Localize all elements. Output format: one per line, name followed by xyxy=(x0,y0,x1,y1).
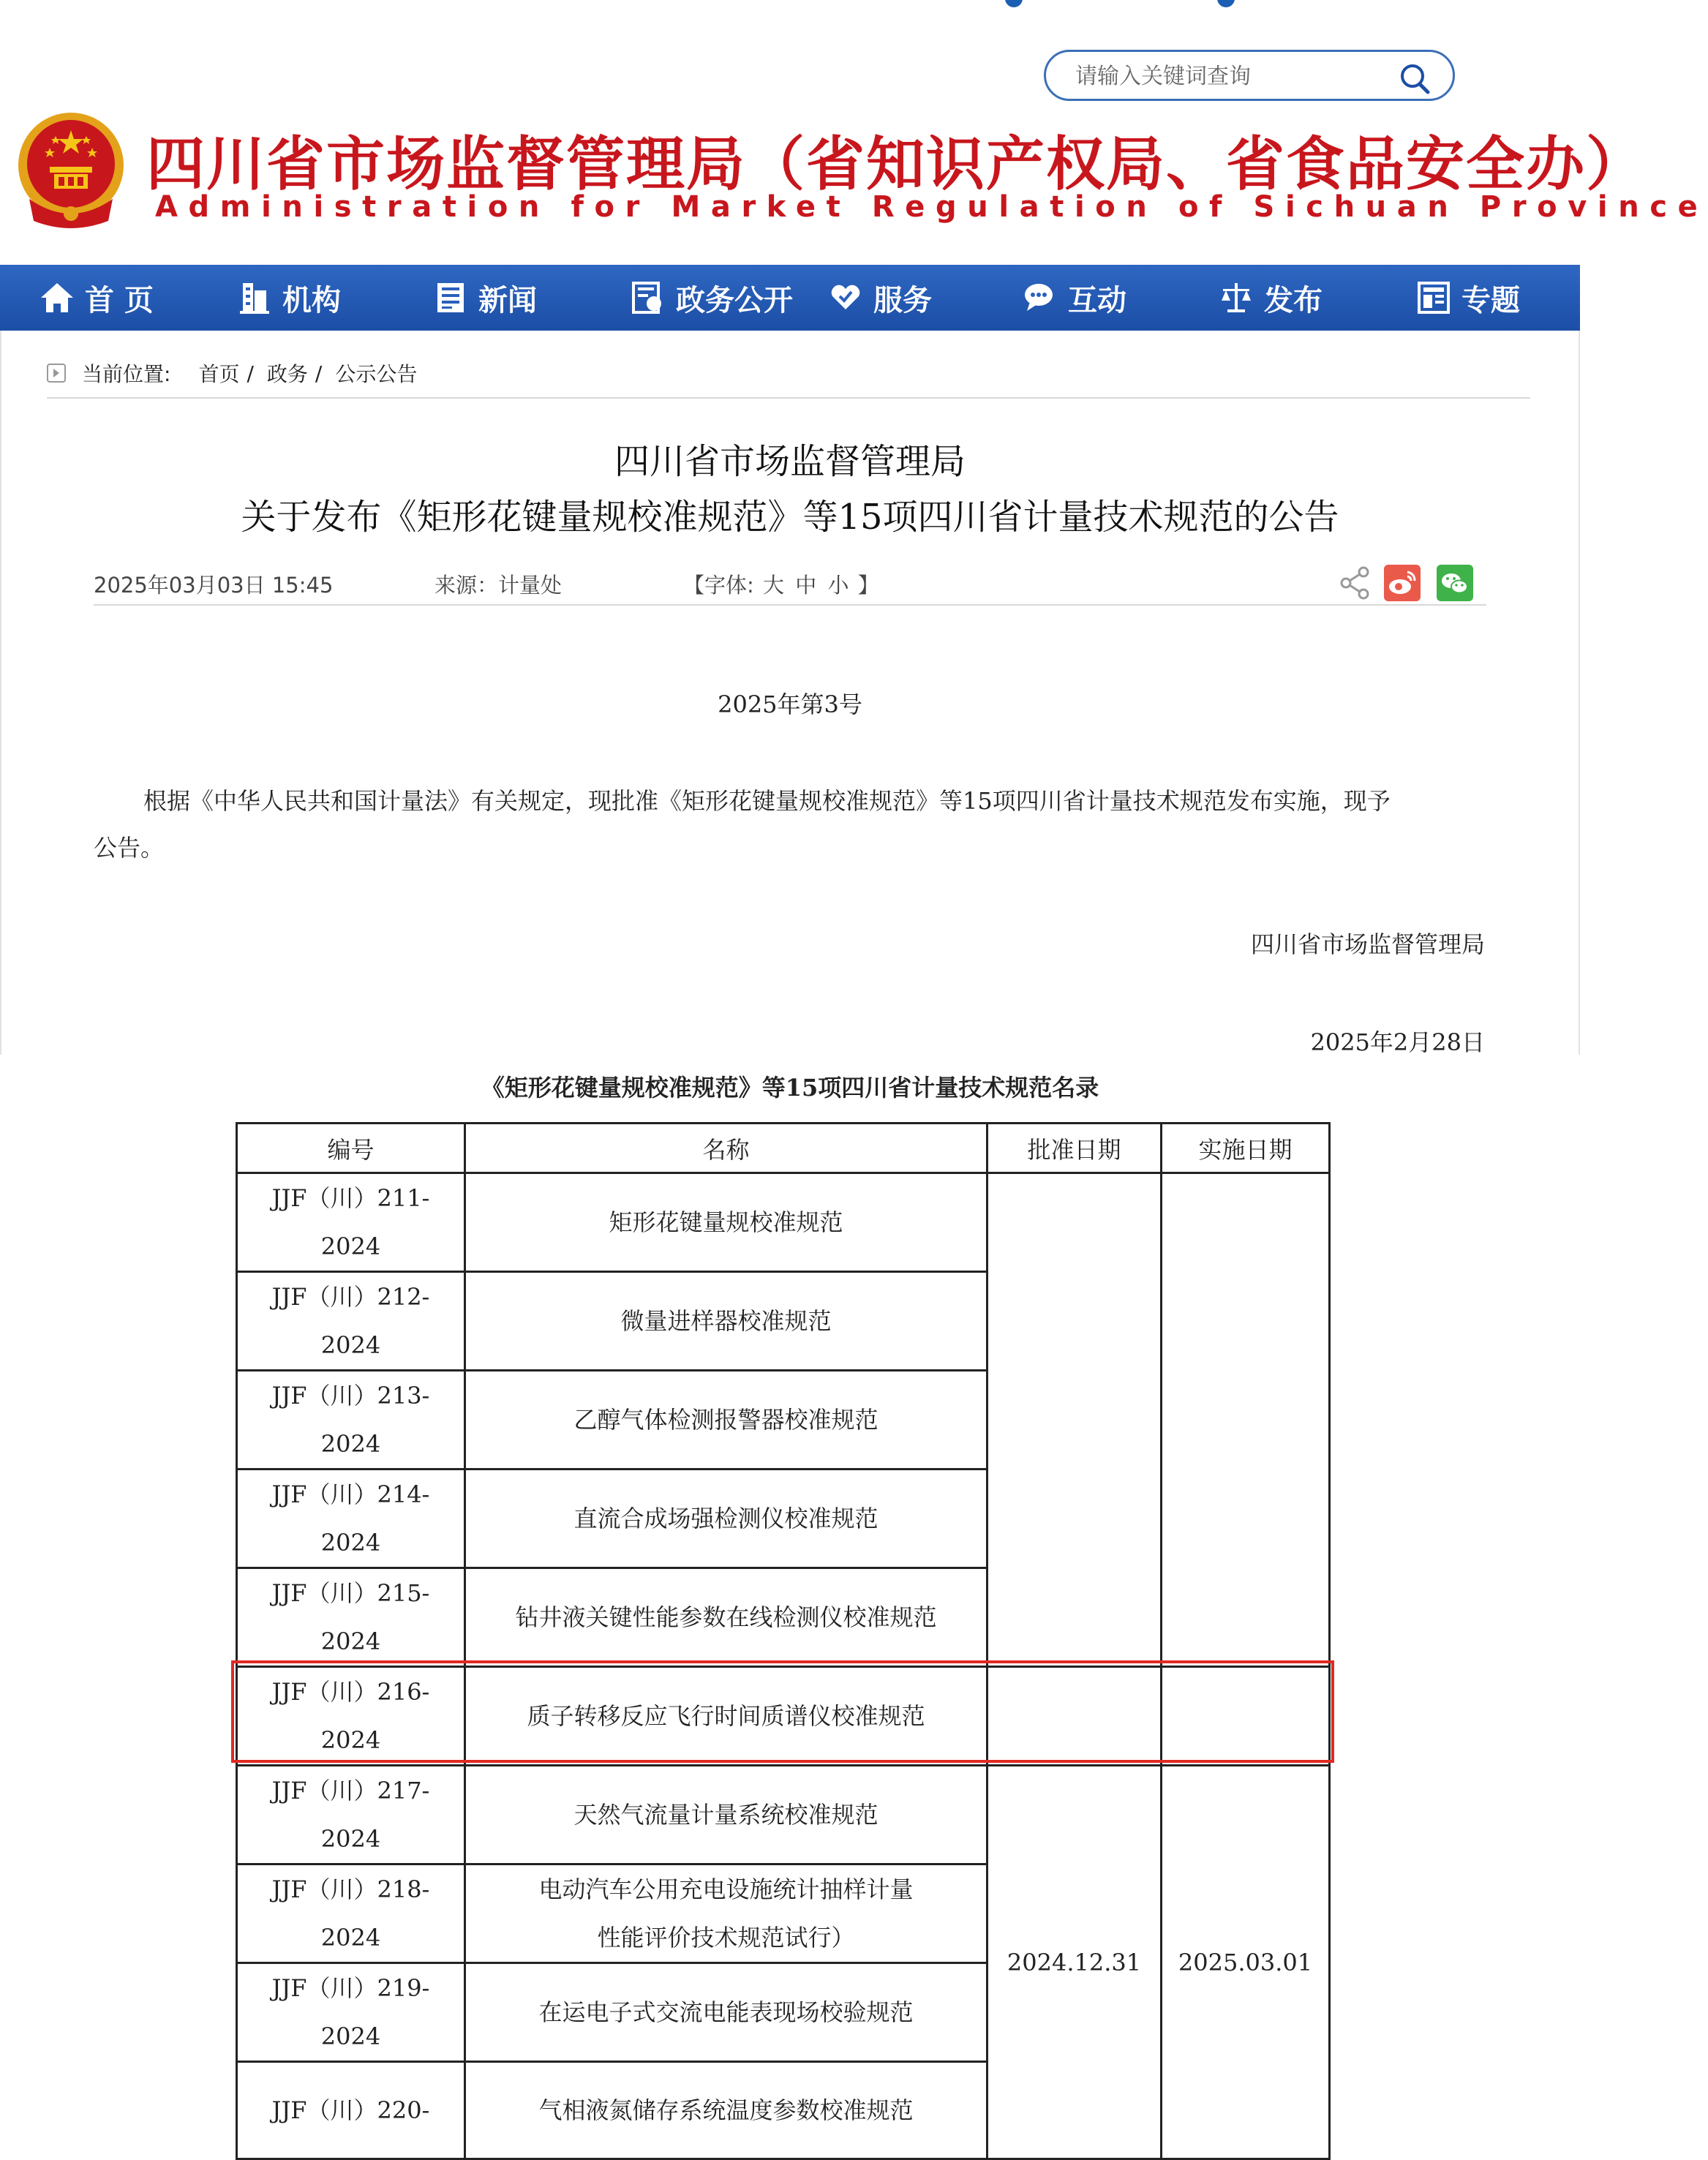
search-input[interactable] xyxy=(1075,61,1390,91)
font-size-control xyxy=(683,569,879,599)
home-icon xyxy=(39,280,75,315)
nav-label: 新闻 xyxy=(478,283,537,317)
breadcrumb-separator: / xyxy=(247,361,254,385)
spec-name: 钻井液关键性能参数在线检测仪校准规范 xyxy=(465,1568,987,1667)
nav-label: 机构 xyxy=(282,283,341,317)
article-body-line2: 公告。 xyxy=(94,834,165,862)
spec-name: 气相液氮储存系统温度参数校准规范 xyxy=(465,2062,987,2159)
topic-icon xyxy=(1416,280,1451,315)
effective-date: 2025.03.01 xyxy=(1162,1766,1330,2159)
nav-item-topic[interactable] xyxy=(1416,265,1520,331)
breadcrumb-separator: / xyxy=(315,361,323,385)
spec-name: 天然气流量计量系统校准规范 xyxy=(465,1766,987,1864)
spec-name: 直流合成场强检测仪校准规范 xyxy=(465,1470,987,1568)
spec-list-title: 《矩形花键量规校准规范》等15项四川省计量技术规范名录 xyxy=(481,1074,1099,1102)
share-icon[interactable] xyxy=(1340,566,1369,600)
divider xyxy=(47,397,1530,399)
nav-label: 服务 xyxy=(873,283,932,317)
table-row xyxy=(237,1173,1330,1272)
breadcrumb-home-link[interactable]: 首页 xyxy=(198,362,240,386)
font-small-link[interactable]: 小 xyxy=(827,573,849,598)
approve-date-blank xyxy=(987,1173,1162,1667)
article-body-line1: 根据《中华人民共和国计量法》有关规定，现批准《矩形花键量规校准规范》等15项四川省计量技术规范发布实施，现予 xyxy=(143,787,1391,815)
nav-label: 专题 xyxy=(1461,283,1520,317)
spec-code: JJF（川）215- 2024 xyxy=(237,1568,465,1667)
document-number: 2025年第3号 xyxy=(718,690,862,718)
spec-code: JJF（川）213- 2024 xyxy=(237,1371,465,1470)
nav-label: 互动 xyxy=(1068,283,1126,317)
spec-code: JJF（川）220- xyxy=(237,2062,465,2159)
breadcrumb-notices-link[interactable]: 公示公告 xyxy=(335,362,418,386)
nav-item-home[interactable] xyxy=(39,265,154,331)
nav-item-service[interactable] xyxy=(828,265,932,331)
breadcrumb-affairs-link[interactable]: 政务 xyxy=(266,362,308,386)
news-icon xyxy=(433,280,468,315)
approve-date: 2024.12.31 xyxy=(987,1766,1162,2159)
highlight-box xyxy=(231,1660,1334,1763)
nav-item-gov-affairs[interactable] xyxy=(631,265,793,331)
nav-label: 政务公开 xyxy=(676,283,793,317)
nav-item-interaction[interactable] xyxy=(1023,265,1126,331)
national-emblem-icon xyxy=(15,111,128,230)
font-size-label-close: 】 xyxy=(857,573,879,598)
article-title-line1: 四川省市场监督管理局 xyxy=(614,441,966,482)
publish-date: 2025年03月03日 15:45 xyxy=(94,573,334,598)
nav-item-publish[interactable] xyxy=(1219,265,1323,331)
article-source: 来源：计量处 xyxy=(434,573,563,598)
spec-code: JJF（川）219- 2024 xyxy=(237,1963,465,2062)
nav-item-institution[interactable] xyxy=(237,265,341,331)
spec-name: 在运电子式交流电能表现场校验规范 xyxy=(465,1963,987,2062)
spec-name: 矩形花键量规校准规范 xyxy=(465,1173,987,1272)
spec-code: JJF（川）211- 2024 xyxy=(237,1173,465,1272)
signature-date: 2025年2月28日 xyxy=(1310,1028,1485,1056)
article-title-line2: 关于发布《矩形花键量规校准规范》等15项四川省计量技术规范的公告 xyxy=(241,497,1339,538)
top-decor-icon xyxy=(1217,0,1235,7)
spec-code: JJF（川）212- 2024 xyxy=(237,1272,465,1371)
site-title: 四川省市场监督管理局（省知识产权局、省食品安全办） xyxy=(146,130,1646,198)
spec-name: 电动汽车公用充电设施统计抽样计量 性能评价技术规范试行） xyxy=(465,1864,987,1963)
wechat-share-icon[interactable] xyxy=(1437,565,1473,601)
nav-item-news[interactable] xyxy=(433,265,537,331)
table-header-row xyxy=(237,1124,1330,1173)
effective-date-blank xyxy=(1162,1173,1330,1667)
spec-name: 乙醇气体检测报警器校准规范 xyxy=(465,1371,987,1470)
building-icon xyxy=(237,280,272,315)
divider xyxy=(94,604,1486,606)
location-arrow-icon xyxy=(47,364,66,383)
spec-table xyxy=(236,1122,1331,2160)
gov-affairs-icon xyxy=(631,280,666,315)
column-header-code: 编号 xyxy=(237,1124,465,1173)
scale-icon xyxy=(1219,280,1254,315)
font-medium-link[interactable]: 中 xyxy=(795,573,817,598)
table-row xyxy=(237,1766,1330,1864)
spec-code: JJF（川）217- 2024 xyxy=(237,1766,465,1864)
service-icon xyxy=(828,280,863,315)
breadcrumb-label: 当前位置: xyxy=(82,362,171,386)
spec-name: 质子转移反应飞行时间质谱仪校准规范 xyxy=(465,1667,987,1766)
search-box[interactable] xyxy=(1044,50,1455,101)
font-size-label: 【字体: xyxy=(683,573,754,598)
column-header-name: 名称 xyxy=(465,1124,987,1173)
issuer-signature: 四川省市场监督管理局 xyxy=(1250,930,1485,958)
main-nav xyxy=(0,265,1580,331)
chat-icon xyxy=(1023,280,1058,315)
column-header-effective-date: 实施日期 xyxy=(1162,1124,1330,1173)
column-header-approve-date: 批准日期 xyxy=(987,1124,1162,1173)
font-large-link[interactable]: 大 xyxy=(763,573,785,598)
spec-code: JJF（川）216- 2024 xyxy=(237,1667,465,1766)
spec-code: JJF（川）218- 2024 xyxy=(237,1864,465,1963)
site-subtitle: Administration for Market Regulation of Sichuan Province xyxy=(155,190,1708,224)
search-icon[interactable] xyxy=(1399,62,1431,94)
spec-name: 微量进样器校准规范 xyxy=(465,1272,987,1371)
nav-label: 发布 xyxy=(1264,283,1323,317)
breadcrumb xyxy=(47,358,417,388)
top-strip xyxy=(0,0,1580,7)
weibo-share-icon[interactable] xyxy=(1384,565,1421,601)
top-decor-icon xyxy=(1005,0,1023,7)
spec-code: JJF（川）214- 2024 xyxy=(237,1470,465,1568)
nav-label: 首 页 xyxy=(85,283,154,317)
